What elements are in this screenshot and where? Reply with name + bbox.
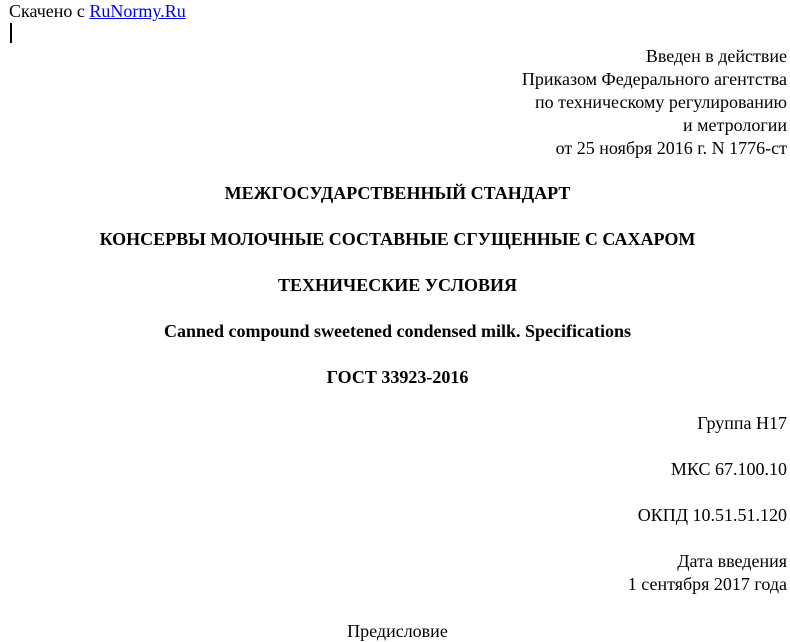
effective-date-value: 1 сентября 2017 года <box>627 574 787 594</box>
intro-line-2: Приказом Федерального агентства <box>521 69 787 89</box>
english-title-heading: Canned compound sweetened condensed milk. Specifications <box>163 321 632 341</box>
standard-subtitle-heading: ТЕХНИЧЕСКИЕ УСЛОВИЯ <box>278 275 517 295</box>
source-link[interactable]: RuNormy.Ru <box>89 1 186 21</box>
group-line: Группа Н17 <box>697 413 787 433</box>
standard-name-heading: КОНСЕРВЫ МОЛОЧНЫЕ СОСТАВНЫЕ СГУЩЕННЫЕ С САХАРОМ <box>99 229 696 249</box>
intro-line-3: по техническому регулированию <box>534 92 787 112</box>
standard-type-heading: МЕЖГОСУДАРСТВЕННЫЙ СТАНДАРТ <box>224 183 571 203</box>
source-line <box>9 1 186 21</box>
intro-line-1: Введен в действие <box>645 46 787 66</box>
standard-code-heading: ГОСТ 33923-2016 <box>326 367 469 387</box>
effective-date-label: Дата введения <box>677 551 787 571</box>
intro-line-5: от 25 ноября 2016 г. N 1776-ст <box>555 138 787 158</box>
preface-heading: Предисловие <box>347 621 448 641</box>
introduction-block <box>522 45 787 160</box>
okpd-line: ОКПД 10.51.51.120 <box>637 505 787 525</box>
source-prefix: Скачено с <box>9 1 90 21</box>
text-cursor <box>10 23 12 43</box>
mks-line: МКС 67.100.10 <box>670 459 787 479</box>
intro-line-4: и метрологии <box>683 115 787 135</box>
